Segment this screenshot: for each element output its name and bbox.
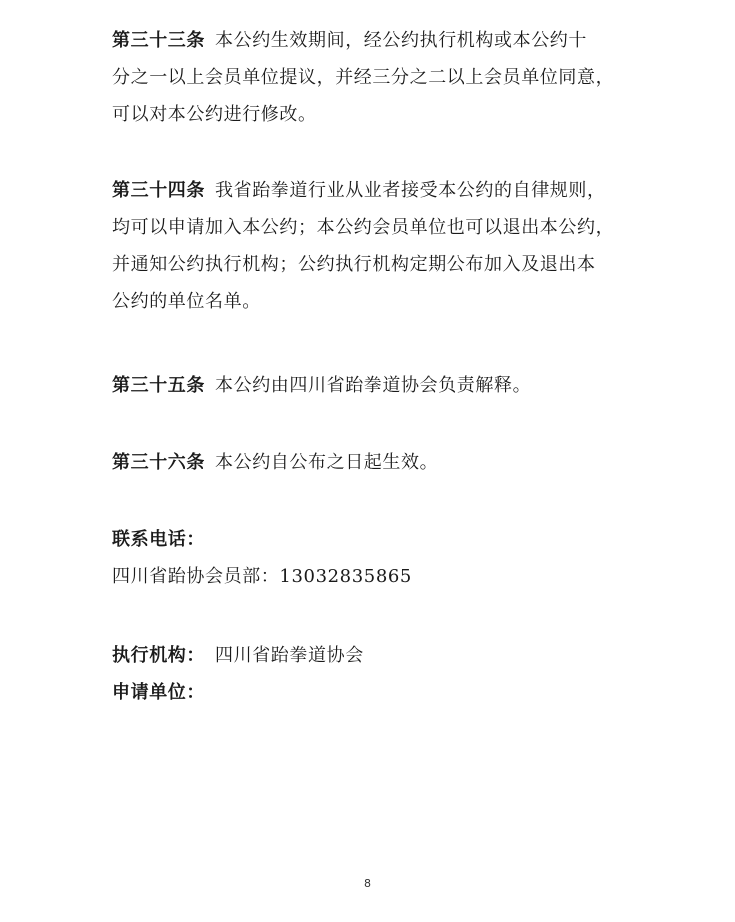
article-33-text-1: 本公约生效期间，经公约执行机构或本公约十 [215, 30, 587, 51]
article-34 [112, 172, 652, 320]
article-34-line-4: 公约的单位名单。 [112, 291, 261, 312]
contact-detail-line [112, 558, 652, 595]
article-34-line-1 [112, 172, 652, 209]
article-35-text-1: 本公约由四川省跆拳道协会负责解释。 [215, 375, 532, 396]
article-34-line-3: 并通知公约执行机构；公约执行机构定期公布加入及退出本 [112, 254, 596, 275]
article-33 [112, 22, 652, 133]
article-35-label: 第三十五条 [112, 375, 205, 396]
article-33-line-3: 可以对本公约进行修改。 [112, 104, 317, 125]
article-35-line-1 [112, 367, 652, 404]
contact-heading-line [112, 521, 652, 558]
article-34-line-2: 均可以申请加入本公约；本公约会员单位也可以退出本公约， [112, 217, 615, 238]
article-33-line-2: 分之一以上会员单位提议，并经三分之二以上会员单位同意， [112, 67, 615, 88]
article-35 [112, 367, 652, 404]
executor-value: 四川省跆拳道协会 [215, 645, 364, 666]
applicant-label: 申请单位： [112, 682, 205, 703]
article-36-label: 第三十六条 [112, 452, 205, 473]
applicant-line [112, 674, 652, 711]
page-number: 8 [364, 877, 371, 890]
article-36-text-1: 本公约自公布之日起生效。 [215, 452, 439, 473]
article-34-label: 第三十四条 [112, 180, 205, 201]
contact-phone: 13032835865 [279, 566, 412, 587]
executor-label: 执行机构： [112, 645, 205, 666]
contact-label: 联系电话： [112, 529, 205, 550]
contact-department: 四川省跆协会员部： [112, 566, 280, 587]
article-36-line-1 [112, 444, 652, 481]
article-34-text-1: 我省跆拳道行业从业者接受本公约的自律规则， [215, 180, 606, 201]
contact-section [112, 521, 652, 595]
article-36 [112, 444, 652, 481]
article-33-line-1 [112, 22, 652, 59]
executor-line [112, 637, 652, 674]
applicant-section [112, 674, 652, 711]
executor-section [112, 637, 652, 674]
article-33-label: 第三十三条 [112, 30, 205, 51]
